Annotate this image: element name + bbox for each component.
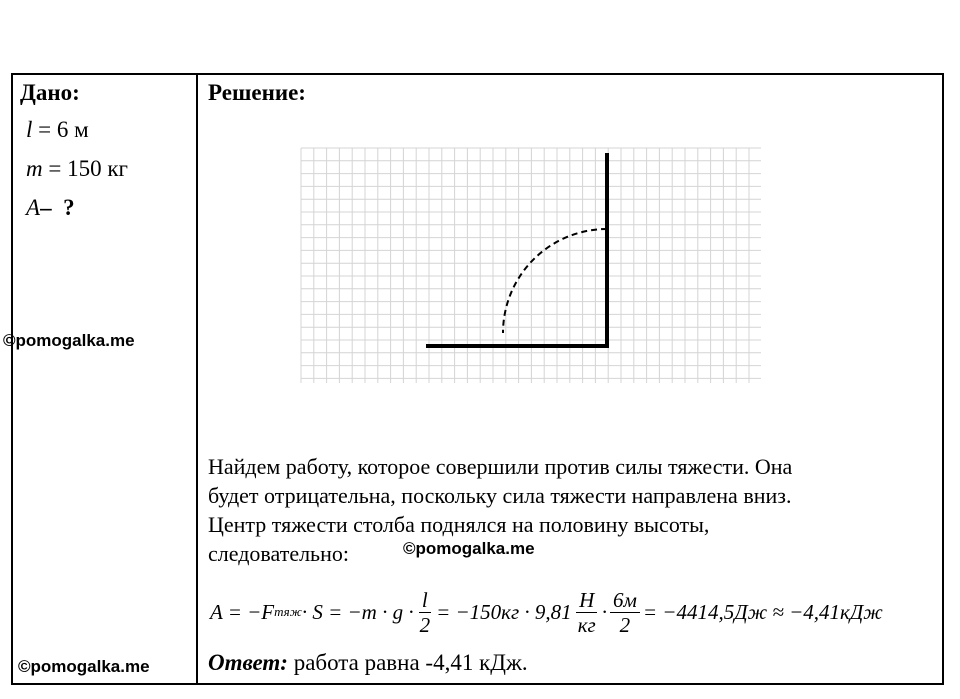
solution-line-4: следовательно: — [208, 541, 349, 566]
mass-variable: m — [26, 156, 43, 181]
watermark-center: ©pomogalka.me — [403, 539, 535, 558]
pole-rotation-diagram — [296, 143, 766, 388]
fraction-1-numerator: l — [419, 588, 431, 613]
work-dash: – — [40, 195, 52, 220]
work-question: ? — [63, 195, 75, 220]
formula-part-2: · S = −m · g · — [301, 599, 414, 624]
fraction-2-denominator: кг — [577, 612, 596, 637]
formula-part-1: A = −F — [210, 599, 275, 624]
solution-line-3: Центр тяжести столба поднялся на половину высоты, — [208, 512, 710, 537]
solution-title: Решение: — [208, 80, 306, 105]
length-value: = 6 м — [32, 117, 89, 142]
solution-paragraph — [208, 452, 938, 568]
work-formula — [210, 584, 883, 640]
given-length — [26, 117, 89, 143]
fraction-n-over-kg — [575, 588, 599, 637]
formula-part-3: = −150кг · 9,81 — [436, 599, 572, 624]
fraction-2-numerator: Н — [576, 588, 597, 613]
column-divider — [196, 73, 198, 685]
answer-text: работа равна -4,41 кДж. — [287, 650, 528, 675]
watermark-left-bottom: ©pomogalka.me — [18, 657, 150, 676]
answer-label: Ответ: — [208, 650, 288, 675]
given-title: Дано: — [20, 80, 80, 105]
formula-part-4: · — [601, 599, 607, 624]
solution-line-1: Найдем работу, которое совершили против силы тяжести. Она — [208, 454, 793, 479]
fraction-3-denominator: 2 — [619, 612, 631, 637]
work-variable: A — [26, 195, 41, 220]
solution-line-2: будет отрицательна, поскольку сила тяжести направлена вниз. — [208, 483, 792, 508]
fraction-1-denominator: 2 — [419, 612, 431, 637]
fraction-6m-over-2 — [610, 588, 640, 637]
answer-line — [208, 650, 528, 676]
fraction-3-numerator: 6м — [610, 588, 640, 613]
fraction-l-over-2 — [417, 588, 434, 637]
formula-part-5: = −4414,5Дж ≈ −4,41кДж — [642, 599, 883, 624]
given-work-unknown — [26, 195, 75, 221]
watermark-left-middle: ©pomogalka.me — [3, 331, 135, 350]
mass-value: = 150 кг — [42, 156, 128, 181]
given-mass — [26, 156, 128, 182]
length-variable: l — [26, 117, 33, 142]
formula-subscript: тяж — [274, 604, 302, 619]
